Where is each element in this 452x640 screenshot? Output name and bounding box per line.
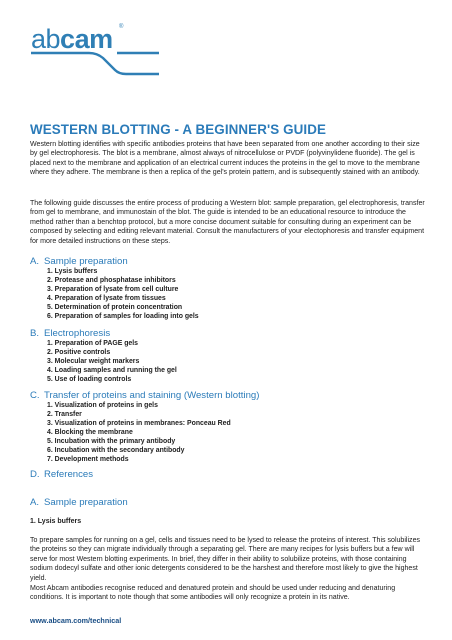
toc-section-b-heading: B. Electrophoresis	[30, 328, 111, 339]
logo-swoosh-icon	[31, 50, 161, 76]
intro-paragraph-1: Western blotting identifies with specific antibodies proteins that have been separated from one another according to their size by gel electrophoresis. The blot is a membrane, almost always of nitrocellulose or PVDF (polyvinylidene fluoride). The gel is placed next to the membrane and application of an electrical current induces the proteins in the gel to move to the membrane where they adhere. The membrane is then a replica of the gel's protein pattern, and is subsequently stained with an antibody.	[30, 141, 420, 177]
toc-item: 5. Incubation with the primary antibody	[47, 437, 176, 445]
section-a-heading: A. Sample preparation	[30, 497, 128, 508]
intro-paragraph-2: The following guide discusses the entire process of producing a Western blot: sample preparation, gel electrophoresis, transfer from gel to membrane, and immunostain of the blot. The guide is intended to be an educational resource to introduce the method rather than a benchtop protocol, but a more concise document suitable for consulting during an experiment can be composed by selecting and editing relevant material. Consult the manufacturers of your electophoresis and transfer equipment for more detailed instructions on these steps.	[30, 200, 425, 245]
toc-item: 5. Determination of protein concentration	[47, 303, 183, 311]
toc-section-c-heading: C. Transfer of proteins and staining (Western blotting)	[30, 390, 260, 401]
toc-item: 2. Protease and phosphatase inhibitors	[47, 276, 176, 284]
logo-wordmark: abcam	[31, 24, 113, 54]
section-a-paragraph-1: To prepare samples for running on a gel, cells and tissues need to be lysed to release the proteins of interest. This solubilizes the proteins so they can migrate individually through a separating gel. There are many recipes for lysis buffers but a few will serve for most Western blotting experiments. In brief, they differ in their ability to solubilize proteins, with those containing sodium dodecyl sulfate and other ionic detergents considered to be the harshest and therefore most likely to give the highest yield.	[30, 537, 421, 582]
toc-item: 2. Transfer	[47, 410, 82, 418]
toc-item: 1. Preparation of PAGE gels	[47, 340, 139, 347]
toc-item: 6. Incubation with the secondary antibody	[47, 446, 185, 454]
toc-item: 1. Visualization of proteins in gels	[47, 402, 158, 409]
toc-item: 5. Use of loading controls	[47, 375, 132, 383]
toc-item: 2. Positive controls	[47, 348, 111, 356]
toc-item: 4. Blocking the membrane	[47, 428, 133, 436]
toc-item: 1. Lysis buffers	[47, 268, 98, 275]
toc-section-a-list	[47, 268, 199, 322]
toc-section-d-heading: D. References	[30, 469, 94, 480]
toc-section-c-list	[47, 402, 231, 465]
toc-item: 7. Development methods	[47, 455, 129, 463]
toc-item: 4. Loading samples and running the gel	[47, 366, 177, 374]
toc-item: 3. Visualization of proteins in membranes: Ponceau Red	[47, 419, 231, 427]
registered-mark: ®	[119, 24, 124, 30]
toc-item: 4. Preparation of lysate from tissues	[47, 294, 166, 302]
page-title: WESTERN BLOTTING - A BEGINNER'S GUIDE	[30, 122, 327, 137]
toc-item: 6. Preparation of samples for loading into gels	[47, 312, 199, 320]
lysis-buffers-subheading: 1. Lysis buffers	[30, 518, 82, 525]
toc-item: 3. Preparation of lysate from cell culture	[47, 285, 179, 293]
abcam-logo	[31, 20, 161, 78]
toc-section-b-list	[47, 340, 177, 385]
toc-item: 3. Molecular weight markers	[47, 357, 140, 365]
footer-url[interactable]: www.abcam.com/technical	[30, 616, 122, 625]
section-a-paragraph-2: Most Abcam antibodies recognise reduced and denatured protein and should be used under reducing and denaturing conditions. It is important to note though that some antibodies will only recognize a protein in its native.	[30, 585, 396, 602]
toc-section-a-heading: A. Sample preparation	[30, 256, 128, 267]
